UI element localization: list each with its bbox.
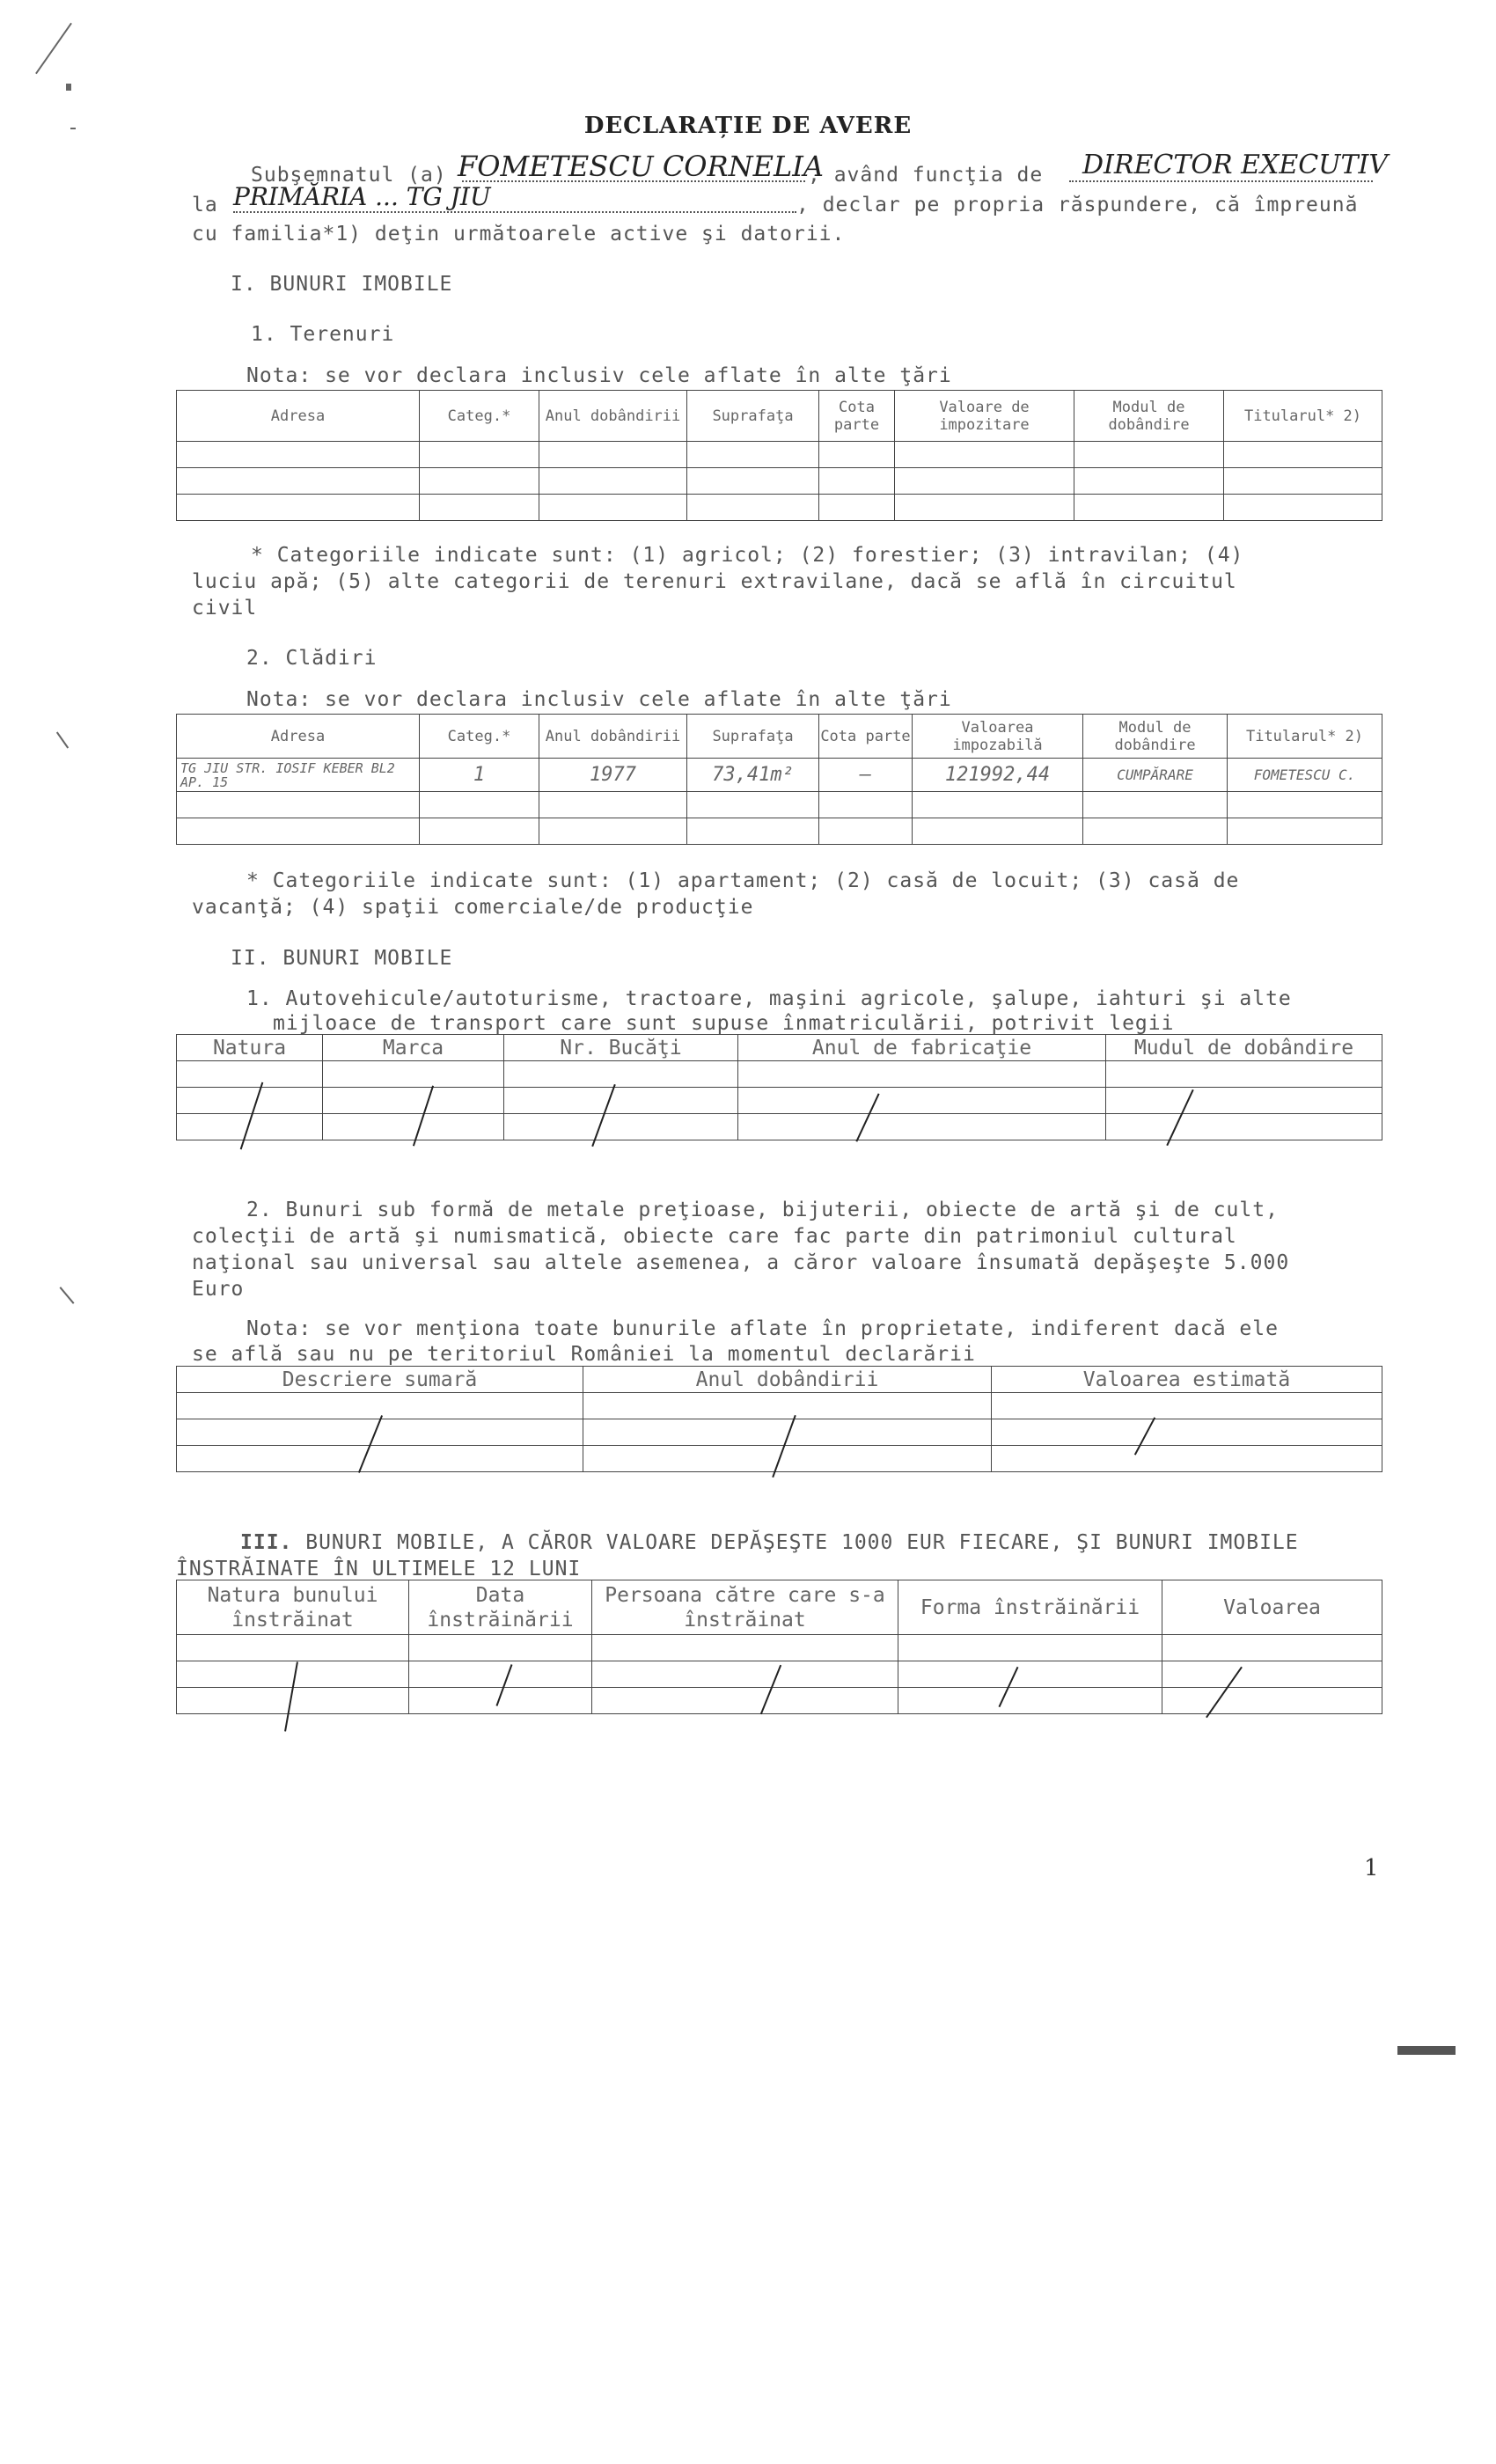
scan-artifact — [1397, 2046, 1456, 2055]
col-adresa: Adresa — [177, 715, 420, 759]
col-anul-dobandirii: Anul dobândirii — [539, 715, 687, 759]
name-dotted-line — [462, 180, 805, 182]
section-1-heading: I. BUNURI IMOBILE — [231, 273, 453, 296]
table-row — [177, 495, 1382, 521]
avand-functia-label: , având funcţia de — [808, 164, 1044, 187]
document-title: DECLARAȚIE DE AVERE — [583, 113, 913, 139]
table-row — [177, 468, 1382, 495]
col-modul-dobandire: Modul de dobândire — [1083, 715, 1228, 759]
terenuri-footnote-1: * Categoriile indicate sunt: (1) agricol; (2) forestier; (3) intravilan; (4) — [251, 544, 1244, 567]
section-3-heading-2: ÎNSTRĂINATE ÎN ULTIMELE 12 LUNI — [176, 1558, 582, 1580]
col-titularul: Titularul* 2) — [1228, 715, 1382, 759]
metale-line-2: colecţii de artă şi numismatică, obiecte care fac parte din patrimoniul cultural — [192, 1225, 1237, 1248]
col-cota-parte: Cota parte — [819, 715, 913, 759]
col-valoarea: Valoarea — [1162, 1580, 1382, 1635]
institution-dotted-line — [233, 211, 796, 213]
function-dotted-line — [1069, 180, 1373, 182]
metale-nota-2: se află sau nu pe teritoriul României la momentul declarării — [192, 1343, 976, 1366]
terenuri-footnote-3: civil — [192, 597, 258, 620]
section-3-heading-1 — [240, 1531, 1299, 1554]
col-cota-parte: Cota parte — [819, 391, 895, 442]
autovehicule-table — [176, 1034, 1382, 1140]
col-valoare-impozitare: Valoare de impozitare — [895, 391, 1074, 442]
col-titularul: Titularul* 2) — [1224, 391, 1382, 442]
cladiri-footnote-1: * Categoriile indicate sunt: (1) apartament; (2) casă de locuit; (3) casă de — [246, 869, 1240, 892]
table-row — [177, 1114, 1382, 1140]
cladiri-table — [176, 714, 1382, 845]
col-valoarea-estimata: Valoarea estimată — [992, 1367, 1382, 1393]
col-modul-dobandire: Modul de dobândire — [1074, 391, 1224, 442]
terenuri-nota: Nota: se vor declara inclusiv cele aflate în alte ţări — [246, 364, 952, 387]
cladire-adresa: TG JIU STR. IOSIF KEBER BL2 AP. 15 — [177, 759, 420, 792]
margin-mark-left2 — [60, 1287, 75, 1304]
table-row — [177, 792, 1382, 818]
institution-name: PRIMĂRIA ... TG JIU — [233, 182, 491, 211]
declar-text: , declar pe propria răspundere, că împreună — [796, 194, 1359, 216]
table-row — [177, 1688, 1382, 1714]
section-3-number: III. — [240, 1531, 293, 1554]
cladire-categ: 1 — [420, 759, 539, 792]
cladire-valoare: 121992,44 — [913, 759, 1083, 792]
cladiri-nota: Nota: se vor declara inclusiv cele aflate în alte ţări — [246, 688, 952, 711]
auto-heading-1: 1. Autovehicule/autoturisme, tractoare, maşini agricole, şalupe, iahturi şi alte — [246, 987, 1292, 1010]
metale-line-4: Euro — [192, 1278, 245, 1301]
col-anul-fabricatie: Anul de fabricaţie — [738, 1035, 1106, 1061]
table-row — [177, 1635, 1382, 1661]
cladiri-heading: 2. Clădiri — [246, 647, 378, 670]
table-row — [177, 1419, 1382, 1446]
auto-heading-2: mijloace de transport care sunt supuse înmatriculării, potrivit legii — [273, 1012, 1175, 1035]
margin-mark-dot — [66, 84, 71, 91]
section-3-title: BUNURI MOBILE, A CĂROR VALOARE DEPĂŞEŞTE 1000 EUR FIECARE, ŞI BUNURI IMOBILE — [292, 1531, 1299, 1554]
col-categ: Categ.* — [420, 391, 539, 442]
cladiri-footnote-2: vacanţă; (4) spaţii comerciale/de producţie — [192, 896, 754, 919]
cladire-suprafata: 73,41m² — [687, 759, 819, 792]
subsemnatul-label: Subşemnatul (a) — [251, 164, 447, 187]
metale-nota-1: Nota: se vor menţiona toate bunurile aflate în proprietate, indiferent dacă ele — [246, 1317, 1279, 1340]
table-row — [177, 1393, 1382, 1419]
col-valoarea-impozabila: Valoarea impozabilă — [913, 715, 1083, 759]
intro-line-3: cu familia*1) deţin următoarele active şi datorii. — [192, 223, 846, 246]
col-marca: Marca — [323, 1035, 504, 1061]
col-suprafata: Suprafaţa — [687, 391, 819, 442]
table-row — [177, 442, 1382, 468]
metale-line-3: naţional sau universal sau altele asemenea, a căror valoare însumată depăşeşte 5.000 — [192, 1251, 1290, 1274]
col-natura-bunului: Natura bunului înstrăinat — [177, 1580, 409, 1635]
cladire-cota-parte: – — [819, 759, 913, 792]
instrainate-table — [176, 1580, 1382, 1714]
page-number: 1 — [1364, 1855, 1379, 1881]
margin-mark-left1 — [56, 731, 69, 748]
terenuri-heading: 1. Terenuri — [251, 323, 395, 346]
table-row — [177, 759, 1382, 792]
declarant-name: FOMETESCU CORNELIA — [458, 150, 824, 183]
metale-line-1: 2. Bunuri sub formă de metale preţioase, bijuterii, obiecte de artă şi de cult, — [246, 1199, 1279, 1221]
table-row — [177, 1088, 1382, 1114]
section-2-heading: II. BUNURI MOBILE — [231, 947, 453, 970]
col-suprafata: Suprafaţa — [687, 715, 819, 759]
terenuri-table — [176, 390, 1382, 521]
cladire-anul: 1977 — [539, 759, 687, 792]
table-row — [177, 1061, 1382, 1088]
col-nr-bucati: Nr. Bucăţi — [504, 1035, 738, 1061]
col-categ: Categ.* — [420, 715, 539, 759]
col-natura: Natura — [177, 1035, 323, 1061]
col-data-instrainarii: Data înstrăinării — [409, 1580, 592, 1635]
declarant-function: DIRECTOR EXECUTIV — [1082, 150, 1388, 180]
terenuri-footnote-2: luciu apă; (5) alte categorii de terenuri extravilane, dacă se află în circuitul — [192, 570, 1237, 593]
cladire-titular: FOMETESCU C. — [1228, 759, 1382, 792]
col-descriere-sumara: Descriere sumară — [177, 1367, 583, 1393]
col-forma-instrainarii: Forma înstrăinării — [898, 1580, 1162, 1635]
margin-mark-top — [35, 23, 72, 74]
col-modul-dobandire: Mudul de dobândire — [1106, 1035, 1382, 1061]
table-row — [177, 818, 1382, 845]
col-adresa: Adresa — [177, 391, 420, 442]
la-label: la — [192, 194, 218, 216]
col-anul-dobandirii: Anul dobândirii — [539, 391, 687, 442]
cladire-modul: CUMPĂRARE — [1083, 759, 1228, 792]
col-persoana: Persoana către care s-a înstrăinat — [592, 1580, 898, 1635]
col-anul-dobandirii: Anul dobândirii — [583, 1367, 992, 1393]
